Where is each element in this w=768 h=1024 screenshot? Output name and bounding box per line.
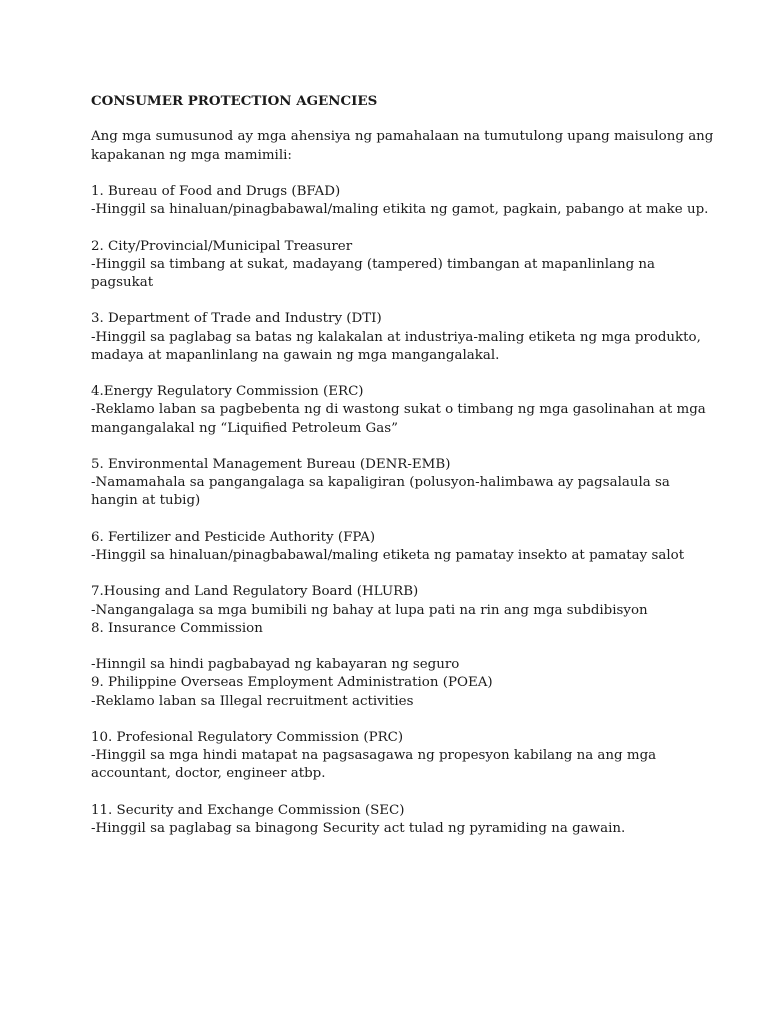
agency-description: madaya at mapanlinlang na gawain ng mga mangangalakal. — [91, 347, 500, 363]
agency-description: -Hinngil sa hindi pagbabayad ng kabayaran ng seguro — [91, 657, 460, 673]
agency-description: -Namamahala sa pangangalaga sa kapaligiran (polusyon-halimbawa ay pagsalaula sa — [91, 475, 670, 491]
spacer — [91, 511, 701, 529]
intro-paragraph — [91, 128, 714, 164]
spacer — [91, 565, 701, 583]
intro-line: kapakanan ng mga mamimili: — [91, 147, 292, 163]
spacer — [91, 165, 701, 183]
agency-heading: 6. Fertilizer and Pesticide Authority (FPA) — [91, 529, 376, 545]
agency-description: accountant, doctor, engineer atbp. — [91, 766, 326, 782]
agency-heading: 8. Insurance Commission — [91, 620, 263, 636]
agency-item-hlurb-insurance — [91, 583, 701, 638]
spacer — [91, 638, 701, 656]
agency-heading: 3. Department of Trade and Industry (DTI) — [91, 311, 382, 327]
agency-description: -Reklamo laban sa Illegal recruitment activities — [91, 693, 414, 709]
agency-description: -Hinggil sa timbang at sukat, madayang (tampered) timbangan at mapanlinlang na — [91, 256, 656, 272]
agency-item-denr-emb — [91, 456, 701, 511]
agency-heading: 5. Environmental Management Bureau (DENR-EMB) — [91, 456, 451, 472]
agency-item-insurance-poea — [91, 656, 701, 711]
agency-description: mangangalakal ng “Liquified Petroleum Gas” — [91, 420, 398, 436]
spacer — [91, 784, 701, 802]
agency-description: -Reklamo laban sa pagbebenta ng di wastong sukat o timbang ng mga gasolinahan at mga — [91, 402, 706, 418]
agency-heading: 10. Profesional Regulatory Commission (PRC) — [91, 729, 404, 745]
agency-description: -Hinggil sa mga hindi matapat na pagsasagawa ng propesyon kabilang na ang mga — [91, 748, 657, 764]
agency-heading: 11. Security and Exchange Commission (SEC) — [91, 802, 405, 818]
spacer — [91, 438, 701, 456]
agency-description: hangin at tubig) — [91, 493, 201, 509]
agency-item-treasurer — [91, 238, 701, 293]
intro-line: Ang mga sumusunod ay mga ahensiya ng pamahalaan na tumutulong upang maisulong ang — [91, 129, 714, 145]
agency-item-erc — [91, 383, 706, 438]
agency-heading: 7.Housing and Land Regulatory Board (HLURB) — [91, 584, 419, 600]
agency-description: -Hinggil sa hinaluan/pinagbabawal/maling etiketa ng pamatay insekto at pamatay salot — [91, 547, 685, 563]
document-title: CONSUMER PROTECTION AGENCIES — [91, 93, 378, 109]
spacer — [91, 711, 701, 729]
agency-description: pagsukat — [91, 274, 154, 290]
agency-item-fpa — [91, 529, 701, 565]
agency-item-prc — [91, 729, 701, 784]
spacer — [91, 110, 701, 128]
agency-item-bfad — [91, 183, 709, 219]
agency-description: -Hinggil sa paglabag sa binagong Security act tulad ng pyramiding na gawain. — [91, 820, 626, 836]
spacer — [91, 292, 701, 310]
agency-description: -Hinggil sa hinaluan/pinagbabawal/maling etikita ng gamot, pagkain, pabango at make up. — [91, 202, 709, 218]
document-page — [91, 92, 714, 838]
agency-heading: 4.Energy Regulatory Commission (ERC) — [91, 384, 364, 400]
agency-heading: 1. Bureau of Food and Drugs (BFAD) — [91, 183, 341, 199]
agency-heading: 2. City/Provincial/Municipal Treasurer — [91, 238, 353, 254]
agency-description: -Hinggil sa paglabag sa batas ng kalakalan at industriya-maling etiketa ng mga produkto, — [91, 329, 701, 345]
spacer — [91, 219, 701, 237]
agency-item-dti — [91, 310, 701, 365]
agency-item-sec — [91, 802, 701, 838]
agency-description: -Nangangalaga sa mga bumibili ng bahay at lupa pati na rin ang mga subdibisyon — [91, 602, 648, 618]
agency-heading: 9. Philippine Overseas Employment Administration (POEA) — [91, 675, 493, 691]
spacer — [91, 365, 701, 383]
